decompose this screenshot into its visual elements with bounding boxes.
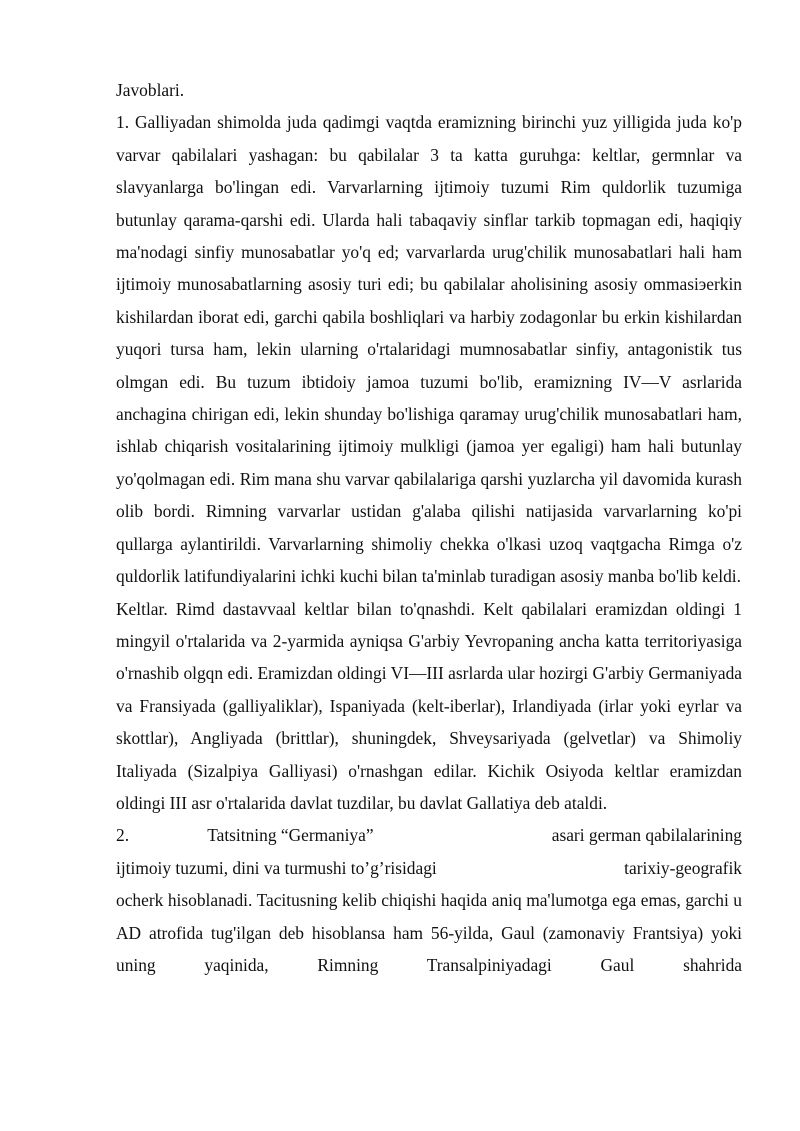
paragraph-3-number: 2. [116,825,130,846]
paragraph-3-line-1 [116,819,742,851]
paragraph-3-text-b: ijtimoiy tuzumi, dini va turmushi to’g’risidagi [116,857,437,878]
paragraph-3-text-a: asari german qabilalarining [551,825,742,846]
paragraph-3-title: Tatsitning “Germaniya” [207,825,374,846]
document-heading: Javoblari. [116,80,185,100]
paragraph-3-line-2 [116,852,742,884]
paragraph-2: Keltlar. Rimd dastavvaal keltlar bilan to'qnashdi. Kelt qabilalari eramizdan oldingi 1 mingyil o'rtalarida va 2-yarmida ayniqsa G'arbiy Yevropaning ancha katta territoriyasiga o'rnashib olgqn edi. Eramizdan oldingi VI—III asrlarda ular hozirgi G'arbiy Germaniyada va Fransiyada (galliyaliklar), Ispaniyada (kelt-iberlar), Irlandiyada (irlar yoki eyrlar va skottlar), Angliyada (brittlar), shuningdek, Shveysariyada (gelvetlar) va Shimoliy Italiyada (Sizalpiya Galliyasi) o'rnashgan edilar. Kichik Osiyoda keltlar eramizdan oldingi III asr o'rtalarida davlat tuzdilar, bu davlat Gallatiya deb ataldi. [116,598,742,813]
paragraph-3-text-c: tarixiy-geografik [624,857,742,878]
paragraph-1: 1. Galliyadan shimolda juda qadimgi vaqtda eramizning birinchi yuz yilligida juda ko'p varvar qabilalari yashagan: bu qabilalar 3 ta katta guruhga: keltlar, germnlar va slavyanlarga bo'lingan edi. Varvarlarning ijtimoiy tuzumi Rim quldorlik tuzumiga butunlay qarama-qarshi edi. Ularda hali tabaqaviy sinflar tarkib topmagan edi, haqiqiy ma'nodagi sinfiy munosabatlar yo'q ed; varvarlarda urug'chilik munosabatlari hali ham ijtimoiy munosabatlarning asosiy turi edi; bu qabilalar aholisining asosiy ommasiэerkin kishilardan iborat edi, garchi qabila boshliqlari va harbiy zodagonlar bu erkin kishilardan yuqori tursa ham, lekin ularning o'rtalaridagi mumnosabatlar sinfiy, antagonistik tus olmgan edi. Bu tuzum ibtidoiy jamoa tuzumi bo'lib, eramizning IV—V asrlarida anchagina chirigan edi, lekin shunday bo'lishiga qaramay urug'chilik munosabatlari ham, ishlab chiqarish vositalarining ijtimoiy mulkligi (jamoa yer egaligi) ham hali butunlay yo'qolmagan edi. Rim mana shu varvar qabilalariga qarshi yuzlarcha yil davomida kurash olib bordi. Rimning varvarlar ustidan g'alaba qilishi natijasida varvarlarning ko'pi qullarga aylantirildi. Varvarlarning shimoliy chekka o'lkasi uzoq vaqtgacha Rimga o'z quldorlik latifundiyalarini ichki kuchi bilan ta'minlab turadigan asosiy manba bo'lib keldi. [116,112,742,587]
paragraph-3-rest: ocherk hisoblanadi. Tacitusning kelib chiqishi haqida aniq ma'lumotga ega emas, garchi u AD atrofida tug'ilgan deb hisoblansa ham 56-yilda, Gaul (zamonaviy Frantsiya) yoki uning yaqinida, Rimning Transalpiniyadagi Gaul shahrida [116,890,742,975]
